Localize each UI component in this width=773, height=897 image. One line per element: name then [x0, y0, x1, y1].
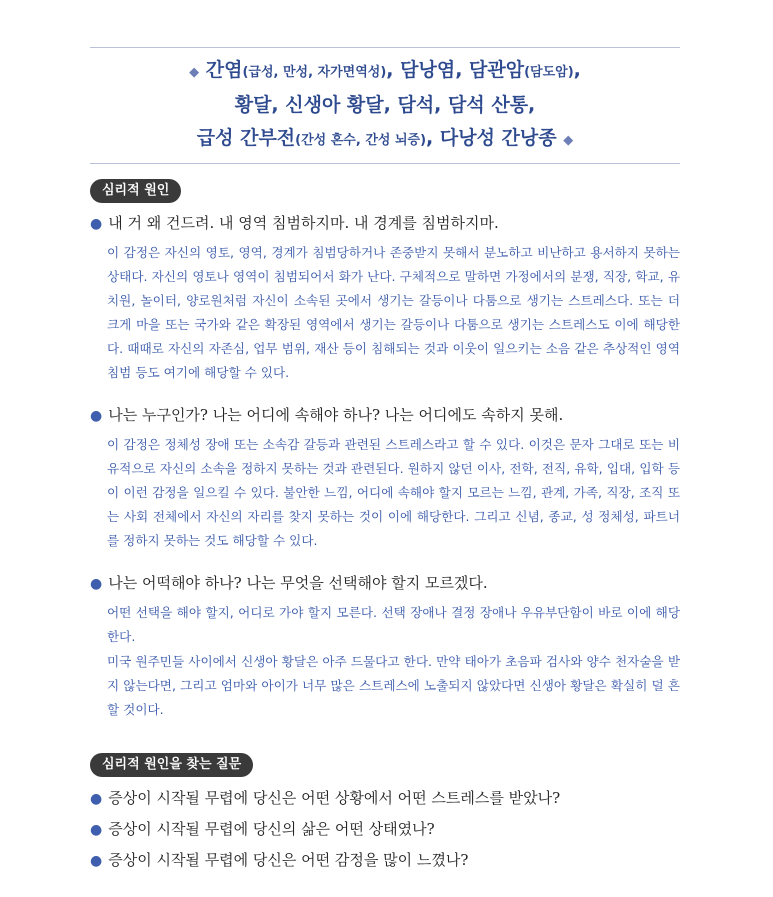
bullet-icon: ●: [90, 576, 103, 592]
section-badge-psychological-cause: 심리적 원인: [90, 179, 181, 203]
question-item: [90, 787, 560, 810]
explanation-paragraph: 이 감정은 자신의 영토, 영역, 경계가 침범당하거나 존중받지 못해서 분노하고 비난하고 용서하지 못하는 상태다. 자신의 영토나 영역이 침범되어서 화가 난다. 구체적으로 말하면 가정에서의 분쟁, 직장, 학교, 유치원, 놀이터, 양로원처럼 자신이 소속된 곳에서 생기는 갈등이나 다툼으로 생기는 스트레스다. 또는 더 크게 마을 또는 국가와 같은 확장된 영역에서 생기는 갈등이나 다툼으로 생기는 스트레스도 이에 해당한다. 때때로 자신의 자존심, 업무 범위, 재산 등이 침해되는 것과 이웃이 일으키는 소음 같은 추상적인 영역 침범 등도 여기에 해당할 수 있다.: [107, 245, 680, 380]
question-item: [90, 818, 435, 841]
question-item: [90, 849, 468, 872]
section-badge-questions: 심리적 원인을 찾는 질문: [90, 753, 253, 777]
header-text: , 담낭염, 담관암: [386, 59, 525, 81]
explanation-paragraph: 미국 원주민들 사이에서 신생아 황달은 아주 드물다고 한다. 만약 태아가 초음파 검사와 양수 천자술을 받지 않는다면, 그리고 엄마와 아이가 너무 많은 스트레스에 노출되지 않았다면 신생아 황달은 확실히 덜 흔할 것이다.: [107, 654, 680, 717]
header-small-text: (간성 혼수, 간성 뇌증): [295, 133, 427, 148]
bullet-icon: ●: [90, 853, 103, 869]
header-line-2: 황달, 신생아 황달, 담석, 담석 산통,: [234, 94, 536, 116]
bullet-heading: [90, 572, 488, 595]
question-text: 증상이 시작될 무렵에 당신은 어떤 감정을 많이 느꼈나?: [108, 851, 469, 869]
header-text: ,: [573, 59, 581, 81]
bullet-icon: ●: [90, 822, 103, 838]
bullet-icon: ●: [90, 791, 103, 807]
explanation-paragraph: 어떤 선택을 해야 할지, 어디로 가야 할지 모른다. 선택 장애나 결정 장애나 우유부단함이 바로 이에 해당한다.: [107, 605, 680, 644]
bullet-heading: [90, 404, 563, 427]
diamond-icon: ◆: [563, 133, 574, 148]
explanation-paragraph: 이 감정은 정체성 장애 또는 소속감 갈등과 관련된 스트레스라고 할 수 있다. 이것은 문자 그대로 또는 비유적으로 자신의 소속을 정하지 못하는 것과 관련된다. 원하지 않던 이사, 전학, 전직, 유학, 입대, 입학 등이 이런 감정을 일으킬 수 있다. 불안한 느낌, 어디에 속해야 할지 모르는 느낌, 관계, 가족, 직장, 조직 또는 사회 전체에서 자신의 자리를 찾지 못하는 것이 이에 해당한다. 그리고 신념, 종교, 성 정체성, 파트너를 정하지 못하는 것도 해당할 수 있다.: [107, 437, 680, 548]
header-text: 급성 간부전: [196, 127, 296, 149]
bullet-icon: ●: [90, 408, 103, 424]
header-line-3: [90, 122, 680, 157]
header-small-text: (급성, 만성, 자가면역성): [242, 65, 387, 80]
header-text: 간염: [205, 59, 243, 81]
bullet-heading: [90, 212, 499, 235]
header-title-box: [90, 47, 680, 164]
question-text: 증상이 시작될 무렵에 당신의 삶은 어떤 상태였나?: [108, 820, 435, 838]
bullet-heading-text: 내 거 왜 건드려. 내 영역 침범하지마. 내 경계를 침범하지마.: [108, 214, 499, 232]
diamond-icon: ◆: [189, 65, 200, 80]
bullet-icon: ●: [90, 216, 103, 232]
header-line-1: [90, 54, 680, 89]
bullet-heading-text: 나는 어떡해야 하나? 나는 무엇을 선택해야 할지 모르겠다.: [108, 574, 488, 592]
header-small-text: (담도암): [524, 65, 574, 80]
bullet-heading-text: 나는 누구인가? 나는 어디에 속해야 하나? 나는 어디에도 속하지 못해.: [108, 406, 564, 424]
header-text: , 다낭성 간낭종: [426, 127, 557, 149]
question-text: 증상이 시작될 무렵에 당신은 어떤 상황에서 어떤 스트레스를 받았나?: [108, 789, 561, 807]
